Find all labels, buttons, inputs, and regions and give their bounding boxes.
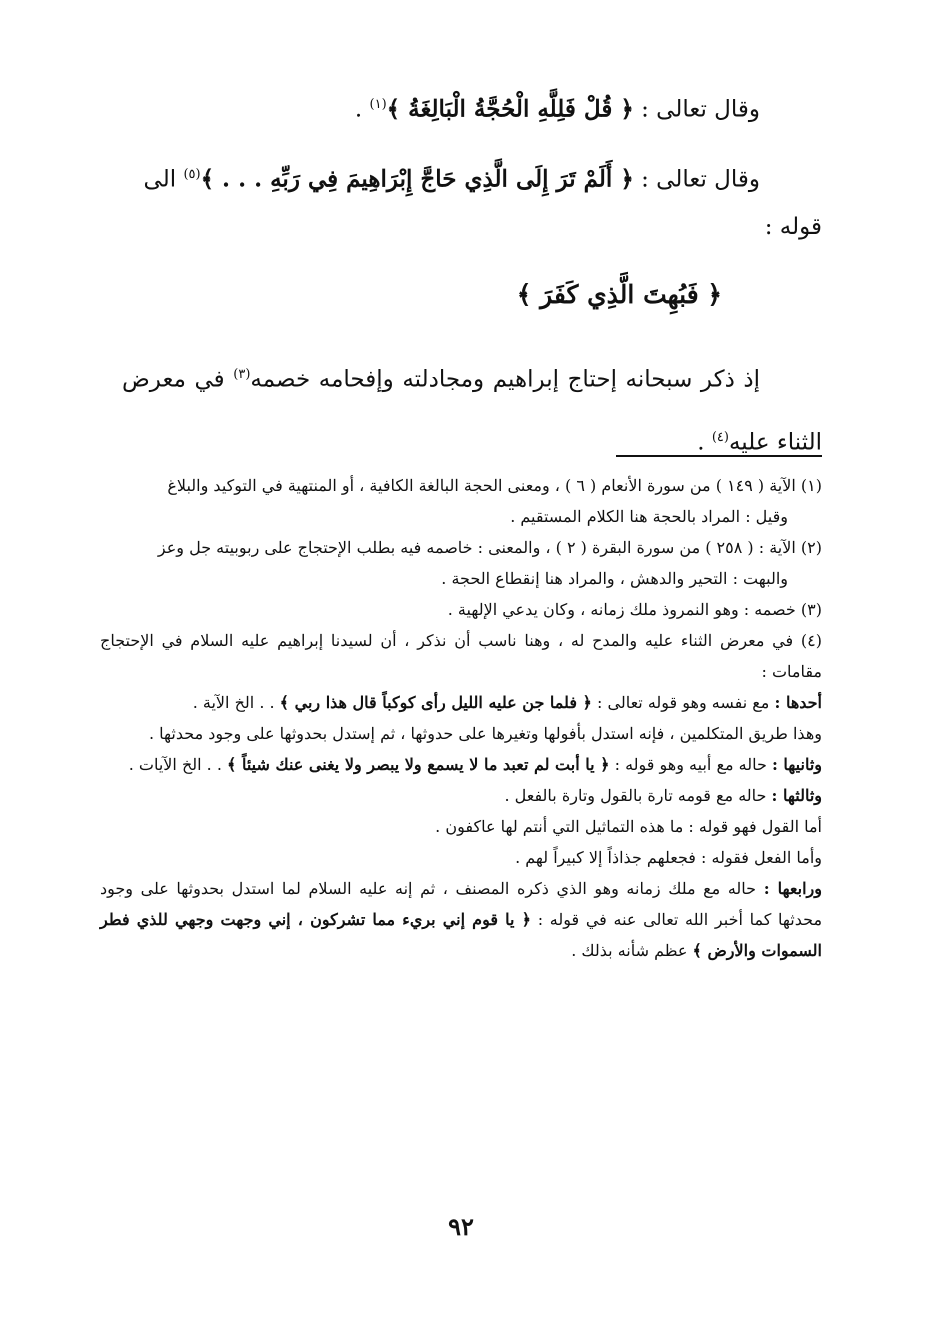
quran-verse-2: ﴿ أَلَمْ تَرَ إِلَى الَّذِي حَاجَّ إِبْرَاهِيمَ فِي رَبِّهِ . . . ﴾ bbox=[200, 165, 634, 193]
footnote-divider bbox=[616, 455, 822, 457]
para-tail: . bbox=[697, 429, 705, 456]
main-line-2 bbox=[100, 158, 760, 197]
quran-verse-3: ﴿ فَبُهِتَ الَّذِي كَفَرَ ﴾ bbox=[516, 280, 722, 309]
first-text: مع نفسه وهو قوله تعالى : bbox=[597, 693, 770, 712]
footnote-4: (٤) في معرض الثناء عليه والمدح له ، وهنا ناسب أن نذكر ، أن لسيدنا إبراهيم عليه السلام في الإحتجاج مقامات : bbox=[100, 631, 822, 681]
para-text-b: في معرض الثناء عليه bbox=[122, 366, 822, 456]
footnote-1: (١) الآية ( ١٤٩ ) من سورة الأنعام ( ٦ ) ، ومعنى الحجة البالغة الكافية ، أو المنتهية في التوكيد والبلاغ bbox=[167, 476, 822, 495]
fourth-tail: عظم شأنه بذلك . bbox=[571, 941, 688, 960]
footnote-2-continuation: والبهت : التحير والدهش ، والمراد هنا إنقطاع الحجة . bbox=[441, 569, 788, 588]
footnote-4-first bbox=[100, 687, 822, 718]
line1-tail: . bbox=[354, 96, 363, 123]
second-verse: ﴿ يا أبت لم تعبد ما لا يسمع ولا يبصر ولا يغنى عنك شيئاً ﴾ bbox=[227, 755, 610, 774]
footnote-3: (٣) خصمه : وهو النمروذ ملك زمانه ، وكان يدعي الإلهية . bbox=[447, 600, 822, 619]
footnote-4-action: وأما الفعل فقوله : فجعلهم جذاذاً إلا كبيراً لهم . bbox=[515, 848, 822, 867]
footnote-4-method: وهذا طريق المتكلمين ، فإنه استدل بأفولها وتغيرها على حدوثها ، ثم إستدل بحدوثها على وجود محدثها . bbox=[148, 724, 822, 743]
footnotes bbox=[100, 470, 822, 966]
footnote-1-continuation: وقيل : المراد بالحجة هنا الكلام المستقيم . bbox=[510, 507, 788, 526]
fourth-verse: ﴿ يا قوم إني بريء مما تشركون ، إني وجهت وجهي للذي فطر السموات والأرض ﴾ bbox=[100, 910, 822, 960]
footnote-ref-4: (٤) bbox=[711, 429, 729, 445]
quran-verse-1: ﴿ قُلْ فَلِلَّهِ الْحُجَّةُ الْبَالِغَةُ ﴾ bbox=[386, 95, 634, 123]
second-tail: . . الخ الآيات . bbox=[128, 755, 222, 774]
footnote-ref-3: (٣) bbox=[233, 367, 251, 382]
main-line-3: قوله : bbox=[764, 214, 822, 240]
first-verse: ﴿ فلما جن عليه الليل رأى كوكباً قال هذا ربي ﴾ bbox=[279, 693, 592, 712]
footnote-4-fourth bbox=[100, 873, 822, 966]
footnote-2: (٢) الآية : ( ٢٥٨ ) من سورة البقرة ( ٢ ) ، والمعنى : خاصمه فيه بطلب الإحتجاج على ربوبيته جل وعز bbox=[157, 538, 822, 557]
page-number: ٩٢ bbox=[448, 1212, 474, 1241]
footnote-4-speech: أما القول فهو قوله : ما هذه التماثيل التي أنتم لها عاكفون . bbox=[435, 817, 822, 836]
second-label: وثانيها : bbox=[771, 755, 822, 774]
line2-tail: الى bbox=[143, 166, 177, 193]
third-label: وثالثها : bbox=[771, 786, 822, 805]
footnote-4-second bbox=[100, 749, 822, 780]
first-label: أحدها : bbox=[774, 693, 822, 712]
footnote-4-third bbox=[100, 780, 822, 811]
first-tail: . . الخ الآية . bbox=[192, 693, 275, 712]
fourth-text: حاله مع ملك زمانه وهو الذي ذكره المصنف ، ثم إنه عليه السلام لما استدل بحدوثها على وجود محدثها كما أخبر الله تعالى عنه في قوله : bbox=[100, 879, 823, 929]
third-text: حاله مع قومه تارة بالقول وتارة بالفعل . bbox=[504, 786, 767, 805]
line2-lead: وقال تعالى : bbox=[641, 166, 760, 193]
page bbox=[100, 0, 822, 1341]
footnote-ref-2: (٥) bbox=[183, 167, 201, 182]
fourth-label: ورابعها : bbox=[763, 879, 822, 898]
main-paragraph bbox=[122, 346, 822, 471]
line1-lead: وقال تعالى : bbox=[641, 96, 760, 123]
para-text-a: إذ ذكر سبحانه إحتاج إبراهيم ومجادلته وإفحامه خصمه bbox=[250, 366, 761, 393]
main-line-1 bbox=[355, 88, 760, 127]
footnote-ref-1: (١) bbox=[369, 97, 387, 112]
second-text: حاله مع أبيه وهو قوله : bbox=[614, 755, 767, 774]
